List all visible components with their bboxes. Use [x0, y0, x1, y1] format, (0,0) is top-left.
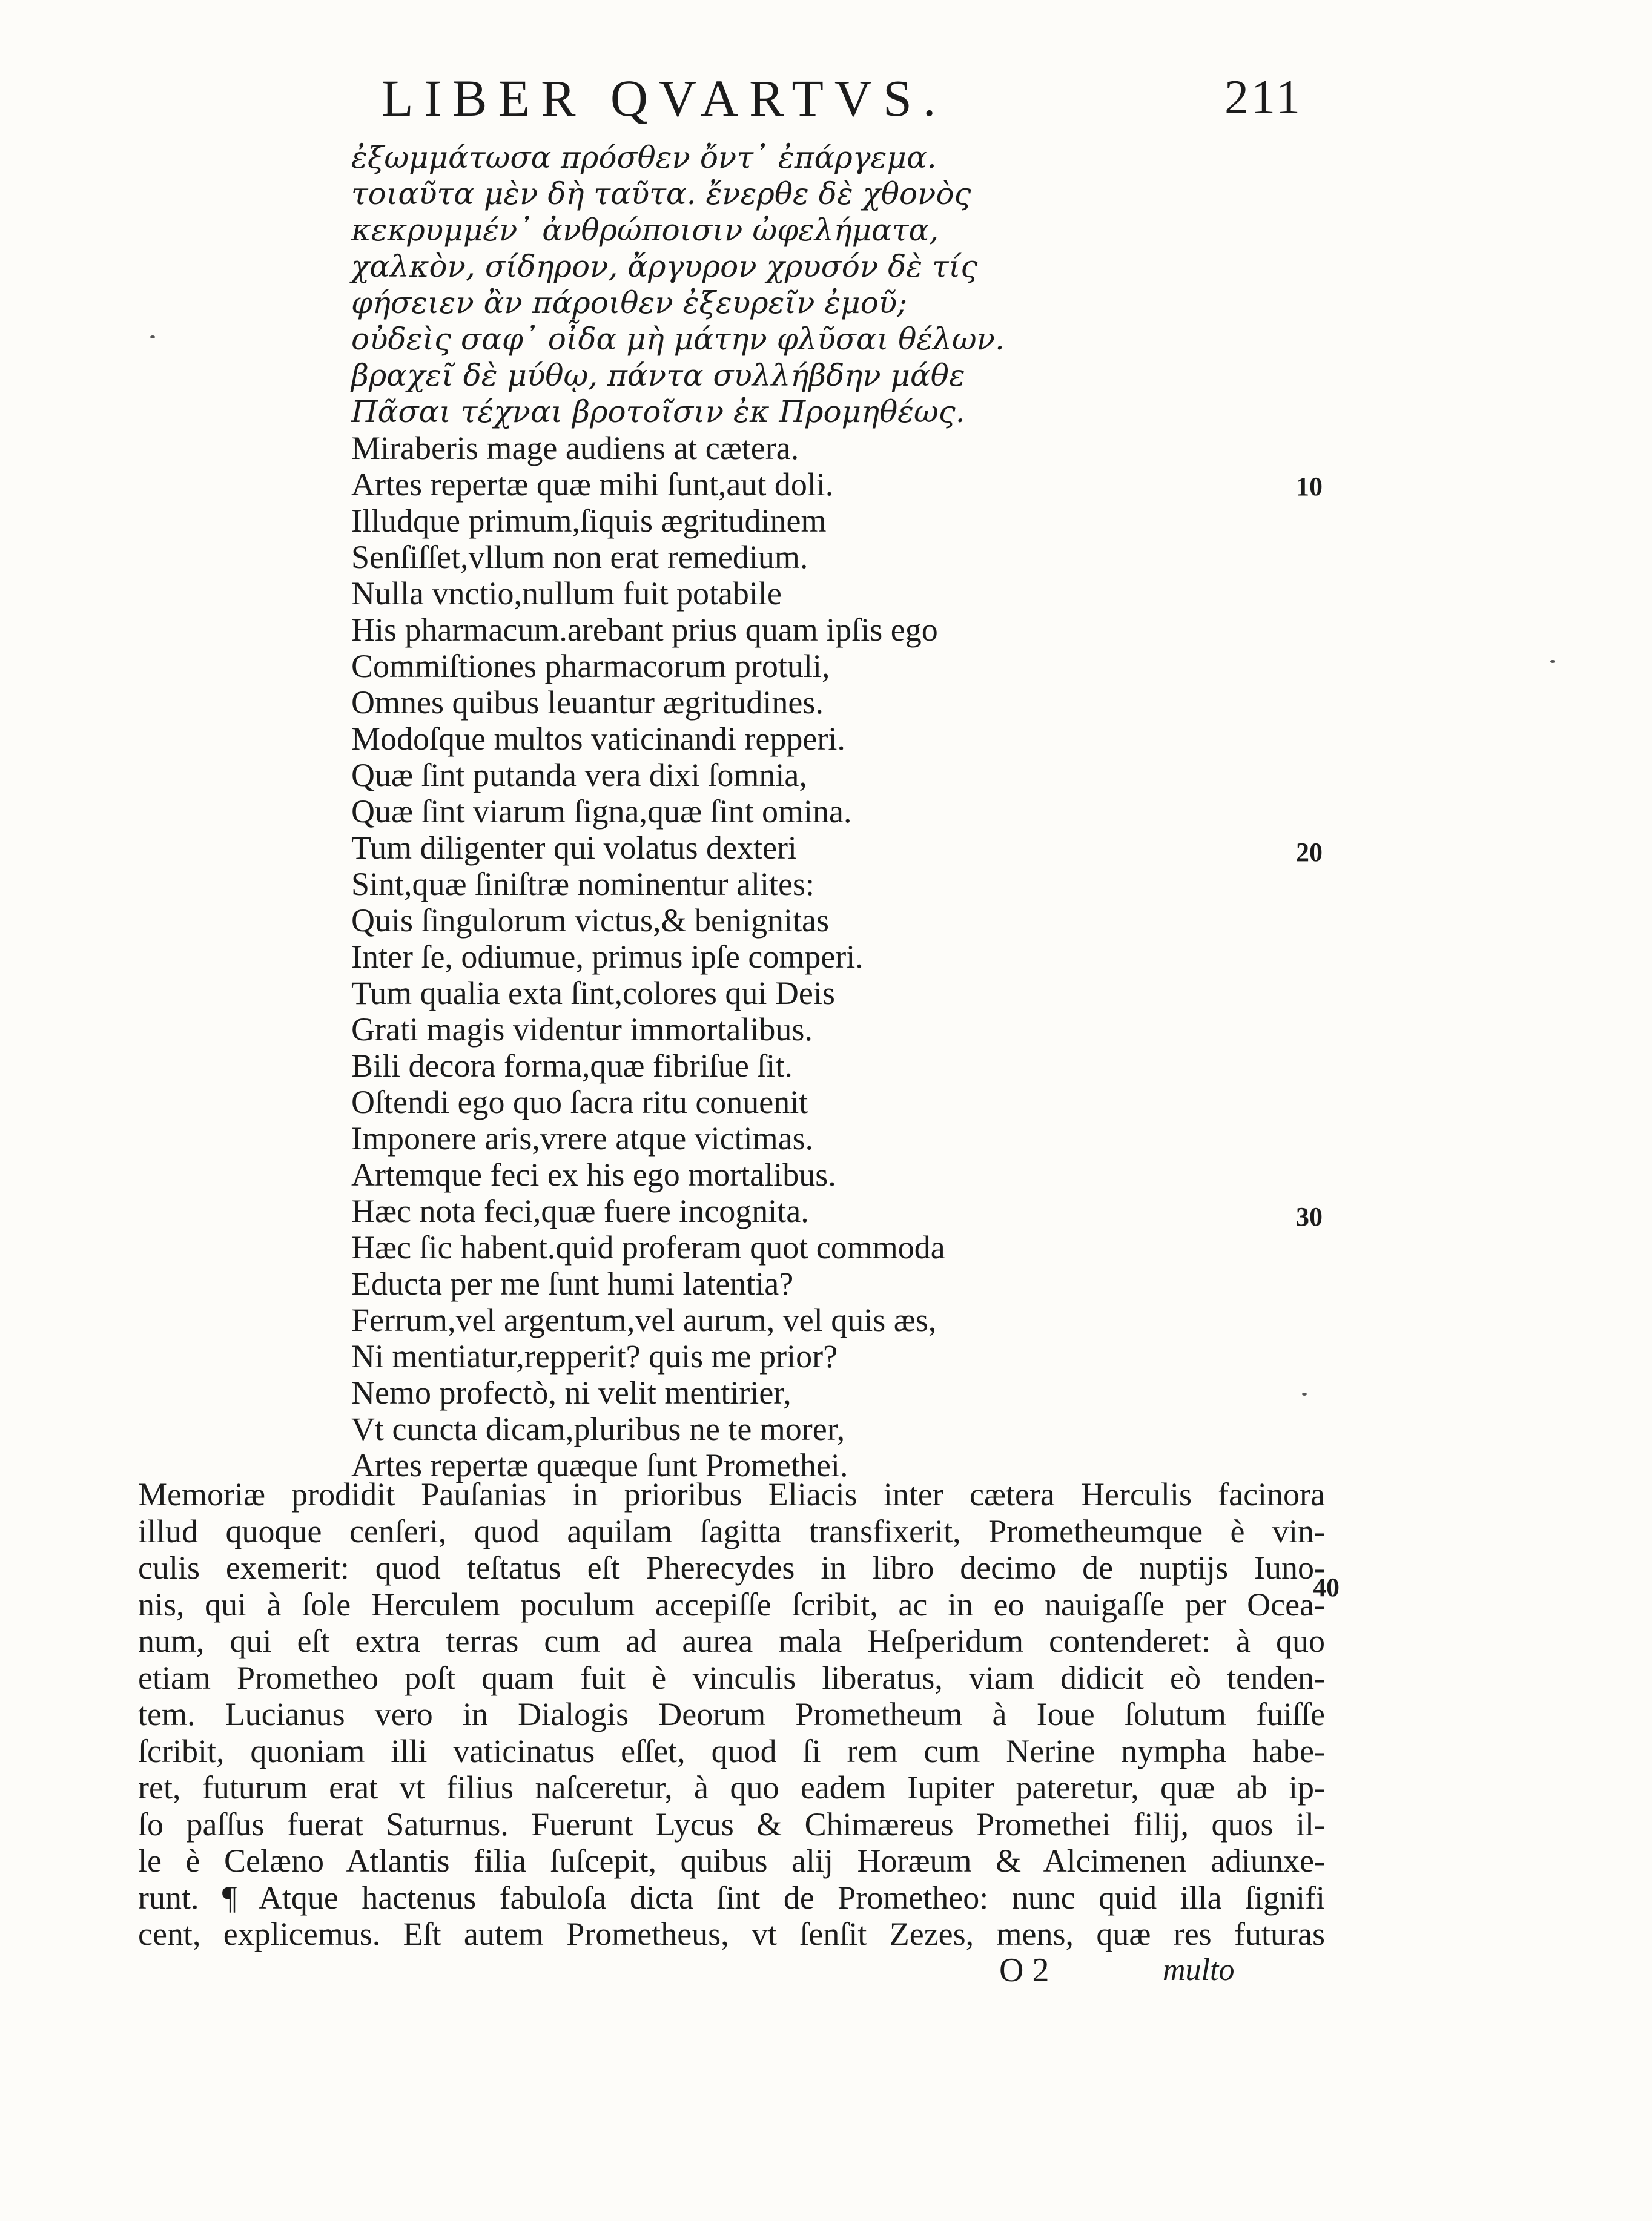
line-number-20: 20: [1296, 837, 1323, 867]
line-number-10: 10: [1296, 472, 1323, 501]
commentary-line: Memoriæ prodidit Pauſanias in prioribus Eliacis inter cætera Herculis facinora: [138, 1476, 1325, 1513]
verse-line: Inter ſe, odiumue, primus ipſe comperi.: [351, 939, 864, 975]
verse-line: βραχεῖ δὲ μύθῳ, πάντα συλλήβδην μάθε: [351, 358, 965, 393]
verse-line: τοιαῦτα μὲν δὴ ταῦτα. ἔνερθε δὲ χθονὸς: [351, 176, 971, 211]
page-number: 211: [1224, 71, 1303, 124]
verse-line: Artemque feci ex his ego mortalibus.: [351, 1157, 836, 1193]
verse-line: Illudque primum,ſiquis ægritudinem: [351, 503, 827, 539]
verse-line: His pharmacum.arebant prius quam ipſis ego: [351, 612, 938, 648]
verse-line: Grati magis videntur immortalibus.: [351, 1011, 813, 1048]
verse-block: [351, 139, 1229, 1483]
verse-line: Tum diligenter qui volatus dexteri: [351, 830, 797, 866]
verse-line: Imponere aris,vrere atque victimas.: [351, 1120, 814, 1157]
verse-line: Oſtendi ego quo ſacra ritu conuenit: [351, 1084, 808, 1120]
commentary-line: le è Celæno Atlantis filia ſuſcepit, quibus alij Horæum & Alcimenen adiunxe-: [138, 1843, 1325, 1879]
verse-line: Quis ſingulorum victus,& benignitas: [351, 902, 829, 939]
verse-line: Ni mentiatur,repperit? quis me prior?: [351, 1338, 838, 1375]
commentary-line: num, qui eſt extra terras cum ad aurea mala Heſperidum contenderet: à quo: [138, 1623, 1325, 1659]
verse-line: Quæ ſint viarum ſigna,quæ ſint omina.: [351, 793, 852, 830]
verse-line: κεκρυμμέν᾽ ἀνθρώποισιν ὠφελήματα,: [351, 213, 939, 248]
commentary-line: runt. ¶ Atque hactenus fabuloſa dicta ſint de Prometheo: nunc quid illa ſignifi: [138, 1879, 1325, 1916]
paper-speck: [1302, 1393, 1307, 1396]
commentary-line: etiam Prometheo poſt quam fuit è vinculis liberatus, viam didicit eò tenden-: [138, 1659, 1325, 1696]
verse-line: ἐξωμμάτωσα πρόσθεν ὄντ᾽ ἐπάργεμα.: [351, 140, 937, 175]
commentary-line: illud quoque cenſeri, quod aquilam ſagitta transfixerit, Prometheumque è vin-: [138, 1513, 1325, 1549]
commentary-line: tem. Lucianus vero in Dialogis Deorum Prometheum à Ioue ſolutum fuiſſe: [138, 1696, 1325, 1732]
verse-line: Omnes quibus leuantur ægritudines.: [351, 684, 824, 721]
verse-line: Nulla vnctio,nullum fuit potabile: [351, 575, 782, 612]
catchword: multo: [1163, 1953, 1235, 1987]
verse-line: Educta per me ſunt humi latentia?: [351, 1266, 794, 1302]
verse-line: Senſiſſet,vllum non erat remedium.: [351, 539, 808, 575]
commentary-block: [138, 1476, 1325, 1953]
verse-line: Modoſque multos vaticinandi repperi.: [351, 721, 845, 757]
verse-line: Sint,quæ ſiniſtræ nominentur alites:: [351, 866, 814, 902]
verse-line: Hæc nota feci,quæ fuere incognita.: [351, 1193, 809, 1229]
running-title: LIBER QVARTVS.: [382, 69, 947, 127]
paper-speck: [150, 335, 155, 338]
line-number-30: 30: [1296, 1202, 1323, 1232]
verse-line: φήσειεν ἂν πάροιθεν ἐξευρεῖν ἐμοῦ;: [351, 285, 908, 320]
commentary-line: ret, futurum erat vt filius naſceretur, à quo eadem Iupiter pateretur, quæ ab ip-: [138, 1769, 1325, 1806]
verse-line: Commiſtiones pharmacorum protuli,: [351, 648, 830, 684]
commentary-line: nis, qui à ſole Herculem poculum accepiſſe ſcribit, ac in eo nauigaſſe per Ocea-: [138, 1586, 1325, 1623]
verse-line: χαλκὸν, σίδηρον, ἄργυρον χρυσόν δὲ τίς: [351, 249, 978, 284]
commentary-line: ſcribit, quoniam illi vaticinatus eſſet, quod ſi rem cum Nerine nympha habe-: [138, 1732, 1325, 1769]
verse-line: Hæc ſic habent.quid proferam quot commoda: [351, 1229, 945, 1266]
commentary-line: ſo paſſus fuerat Saturnus. Fuerunt Lycus & Chimæreus Promethei filij, quos il-: [138, 1806, 1325, 1843]
verse-line: Nemo profectò, ni velit mentirier,: [351, 1375, 791, 1411]
paper-speck: [1550, 660, 1555, 663]
line-number-40: 40: [1313, 1573, 1340, 1602]
verse-line: Vt cuncta dicam,pluribus ne te morer,: [351, 1411, 845, 1447]
commentary-line: culis exemerit: quod teſtatus eſt Pherecydes in libro decimo de nuptijs Iuno-: [138, 1549, 1325, 1586]
verse-line: Bili decora forma,quæ fibriſue ſit.: [351, 1048, 793, 1084]
verse-line: Artes repertæ quæque ſunt Promethei.: [351, 1447, 848, 1483]
verse-line: Tum qualia exta ſint,colores qui Deis: [351, 975, 835, 1011]
verse-line: οὐδεὶς σαφ᾽ οἶδα μὴ μάτην φλῦσαι θέλων.: [351, 322, 1005, 357]
verse-line: Quæ ſint putanda vera dixi ſomnia,: [351, 757, 807, 793]
commentary-line: cent, explicemus. Eſt autem Prometheus, vt ſenſit Zezes, mens, quæ res futuras: [138, 1916, 1325, 1952]
signature-mark: O 2: [999, 1952, 1049, 1989]
verse-line: Artes repertæ quæ mihi ſunt,aut doli.: [351, 466, 834, 503]
verse-line: Ferrum,vel argentum,vel aurum, vel quis æs,: [351, 1302, 937, 1338]
verse-line: Miraberis mage audiens at cætera.: [351, 430, 799, 466]
verse-line: Πᾶσαι τέχναι βροτοῖσιν ἐκ Προμηθέως.: [351, 394, 965, 429]
